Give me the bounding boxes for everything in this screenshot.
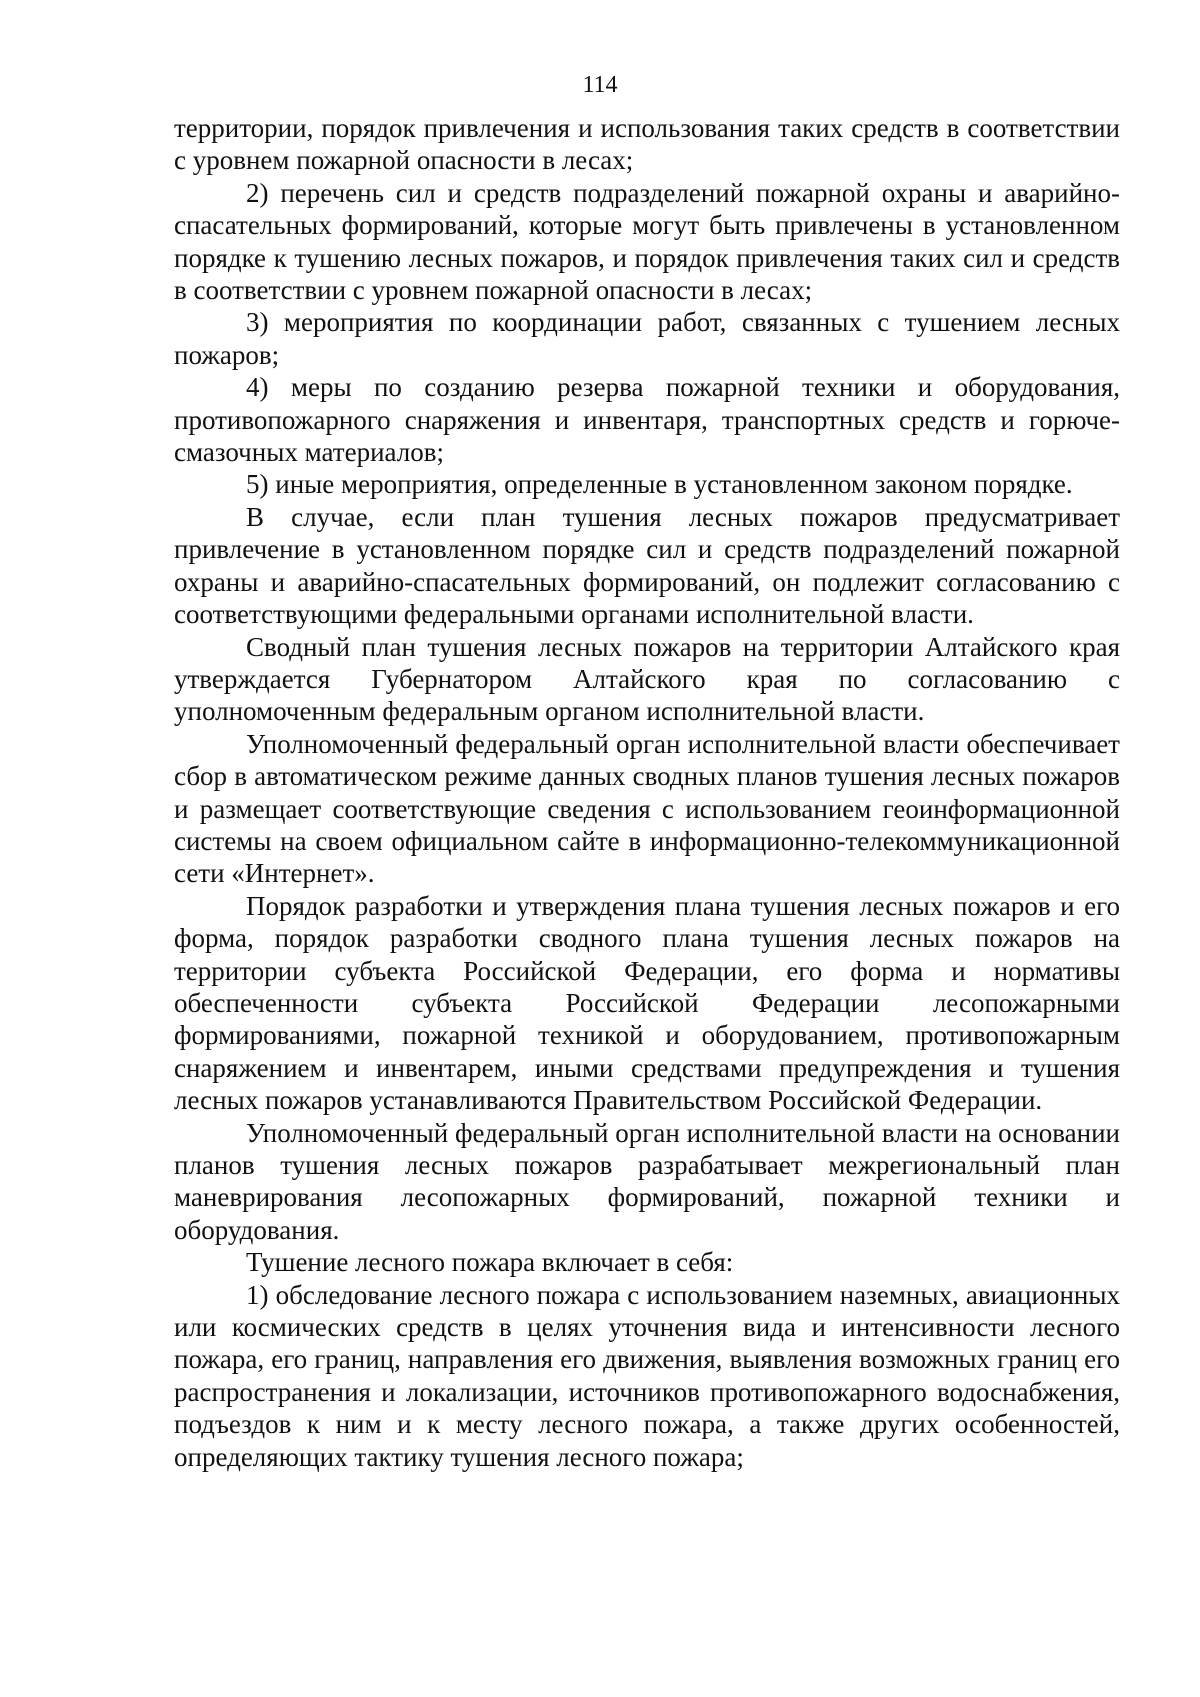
list-item-1-survey: 1) обследование лесного пожара с использованием наземных, авиационных или космических средств в целях уточнения вида и интенсивности лесного пожара, его границ, направления его движения, выявления возможных границ его распространения и локализации, источников противопожарного водоснабжения, подъездов к ним и к месту лесного пожара, а также других особенностей, определяющих тактику тушения лесного пожара; [174, 1279, 1120, 1472]
paragraph-consolidated-plan: Сводный план тушения лесных пожаров на территории Алтайского края утверждается Губернатором Алтайского края по согласованию с уполномоченным федеральным органом исполнительной власти. [174, 631, 1120, 727]
paragraph-data-collection: Уполномоченный федеральный орган исполнительной власти обеспечивает сбор в автоматическом режиме данных сводных планов тушения лесных пожаров и размещает соответствующие сведения с использованием геоинформационной системы на своем официальном сайте в информационно-телекоммуникационной сети «Интернет». [174, 728, 1120, 889]
paragraph-maneuvering-plan: Уполномоченный федеральный орган исполнительной власти на основании планов тушения лесных пожаров разрабатывает межрегиональный план маневрирования лесопожарных формирований, пожарной техники и оборудования. [174, 1117, 1120, 1245]
page-number: 114 [582, 72, 618, 98]
paragraph-firefighting-includes: Тушение лесного пожара включает в себя: [246, 1247, 734, 1278]
paragraph-approval-requirement: В случае, если план тушения лесных пожаров предусматривает привлечение в установленном порядке сил и средств подразделений пожарной охраны и аварийно-спасательных формирований, он подлежит согласованию с соответствующими федеральными органами исполнительной власти. [174, 501, 1120, 630]
list-item-3: 3) мероприятия по координации работ, связанных с тушением лесных пожаров; [174, 307, 1120, 370]
body-text [174, 112, 1120, 1473]
list-item-5: 5) иные мероприятия, определенные в установленном законом порядке. [246, 469, 1073, 500]
paragraph-procedure: Порядок разработки и утверждения плана тушения лесных пожаров и его форма, порядок разработки сводного плана тушения лесных пожаров на территории субъекта Российской Федерации, его форма и нормативы обеспеченности субъекта Российской Федерации лесопожарными формированиями, пожарной техникой и оборудованием, противопожарным снаряжением и инвентарем, иными средствами предупреждения и тушения лесных пожаров устанавливаются Правительством Российской Федерации. [174, 890, 1120, 1116]
paragraph-continuation: территории, порядок привлечения и использования таких средств в соответствии с уровнем пожарной опасности в лесах; [174, 113, 1120, 176]
list-item-4: 4) меры по созданию резерва пожарной техники и оборудования, противопожарного снаряжения и инвентаря, транспортных средств и горюче-смазочных материалов; [174, 372, 1120, 468]
list-item-2: 2) перечень сил и средств подразделений пожарной охраны и аварийно-спасательных формирований, которые могут быть привлечены в установленном порядке к тушению лесных пожаров, и порядок привлечения таких сил и средств в соответствии с уровнем пожарной опасности в лесах; [174, 177, 1120, 306]
